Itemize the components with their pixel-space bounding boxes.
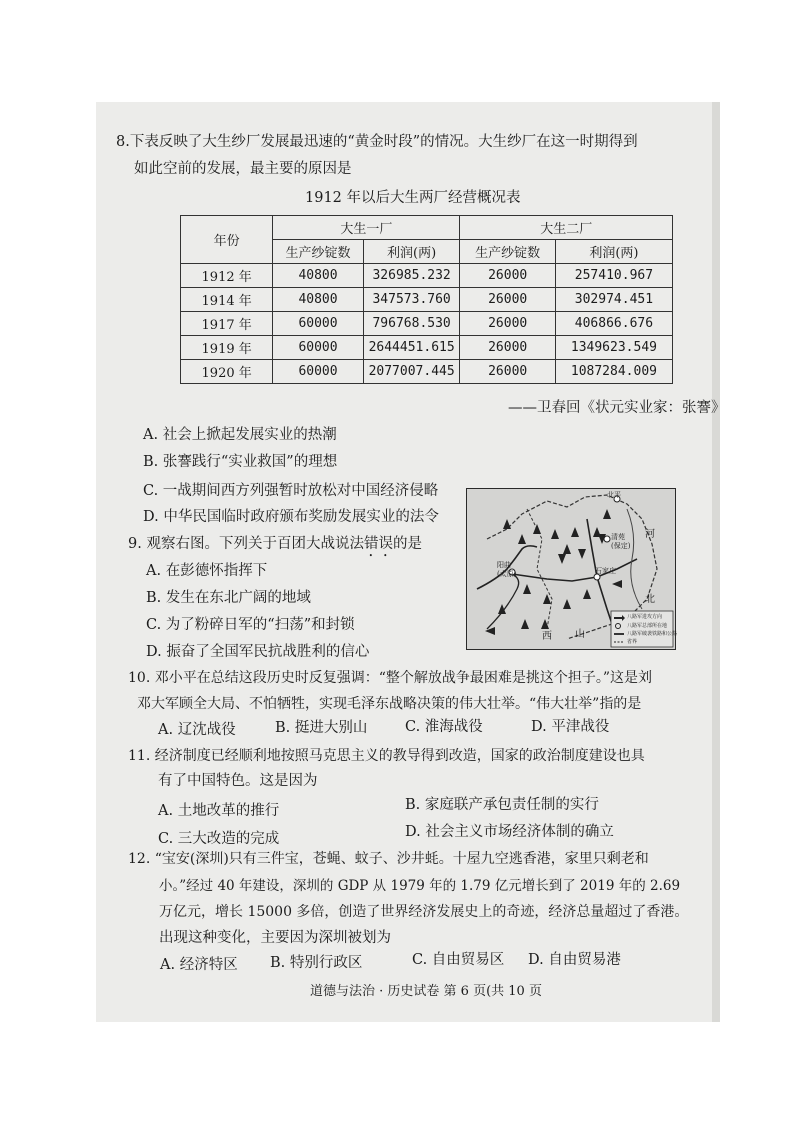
cell-year: 1919 年 [181, 336, 273, 360]
q11-stem-line1: 11. 经济制度已经顺利地按照马克思主义的教导得到改造，国家的政治制度建设也具 [128, 748, 645, 764]
cell-f1-spindles: 60000 [273, 360, 364, 384]
attack-arrow [571, 527, 579, 537]
header-factory2: 大生二厂 [460, 216, 673, 240]
map-label-bei: 北 [645, 594, 655, 605]
cell-f2-profit: 406866.676 [555, 312, 672, 336]
q10-option-a: A. 辽沈战役 [158, 722, 236, 738]
attack-arrow [612, 580, 622, 588]
q8-stem-line1: 8.下表反映了大生纱厂发展最迅速的“黄金时段”的情况。大生纱厂在这一时期得到 [116, 134, 638, 150]
attack-arrow [578, 549, 586, 559]
attack-arrow [521, 619, 529, 629]
cell-year: 1917 年 [181, 312, 273, 336]
cell-f2-spindles: 26000 [460, 336, 555, 360]
attack-arrow [533, 524, 541, 534]
table-row [181, 288, 673, 312]
map-label-baoding: (保定) [611, 542, 631, 550]
q11-stem-line2: 有了中国特色。这是因为 [158, 773, 318, 789]
q10-stem-line2: 邓大军顾全大局、不怕牺牲，实现毛泽东战略决策的伟大壮举。“伟大壮举”指的是 [137, 696, 642, 712]
map-label-he: 河 [645, 529, 655, 540]
q8-option-a: A. 社会上掀起发展实业的热潮 [143, 427, 337, 443]
attack-arrow [558, 554, 566, 564]
cell-f2-spindles: 26000 [460, 360, 555, 384]
q12-option-a: A. 经济特区 [160, 957, 238, 973]
q12-stem-line3: 万亿元，增长 15000 多倍，创造了世界经济发展史上的奇迹，经济总量超过了香港。 [159, 904, 689, 920]
cell-f2-profit: 1349623.549 [555, 336, 672, 360]
cell-f1-profit: 347573.760 [363, 288, 460, 312]
cell-f1-spindles: 40800 [273, 264, 364, 288]
table-title: 1912 年以后大生两厂经营概况表 [305, 190, 521, 206]
map-label-shijiazhuang: 石家庄 [595, 567, 616, 575]
cell-f1-spindles: 60000 [273, 312, 364, 336]
cell-f2-profit: 1087284.009 [555, 360, 672, 384]
q9-option-c: C. 为了粉碎日军的“扫荡”和封锁 [146, 617, 355, 633]
q8-option-c: C. 一战期间西方列强暂时放松对中国经济侵略 [143, 483, 439, 499]
q9-option-d: D. 振奋了全国军民抗战胜利的信心 [146, 644, 370, 660]
q12-option-b: B. 特别行政区 [270, 955, 363, 971]
subheader-profit: 利润(两) [555, 240, 672, 264]
cell-f2-spindles: 26000 [460, 288, 555, 312]
table-row [181, 360, 673, 384]
map-label-xi: 西 [542, 631, 552, 642]
q12-option-d: D. 自由贸易港 [528, 952, 621, 968]
cell-f1-spindles: 40800 [273, 288, 364, 312]
attack-arrow [593, 527, 601, 537]
attack-arrow [523, 584, 531, 594]
table-row [181, 336, 673, 360]
header-factory1: 大生一厂 [273, 216, 460, 240]
q12-stem-line1: 12. “宝安(深圳)只有三件宝，苍蝇、蚊子、沙井蚝。十屋九空逃香港，家里只剩老和 [128, 851, 649, 867]
q12-stem-line4: 出现这种变化，主要因为深圳被划为 [159, 930, 391, 946]
legend-item: 八路军破袭铁路和公路 [627, 631, 678, 637]
table-header-row [181, 216, 673, 240]
map-label-beiping: 北平 [607, 491, 621, 499]
river-line [627, 509, 642, 609]
q8-stem-line2: 如此空前的发展，最主要的原因是 [134, 161, 352, 177]
q9-option-a: A. 在彭德怀指挥下 [146, 563, 268, 579]
attack-arrow [563, 544, 571, 554]
province-border [527, 509, 552, 629]
q9-stem [128, 534, 422, 560]
cell-year: 1914 年 [181, 288, 273, 312]
cell-f1-profit: 796768.530 [363, 312, 460, 336]
attack-arrow [543, 594, 551, 604]
data-table [180, 215, 673, 384]
q8-option-b: B. 张謇践行“实业救国”的理想 [143, 454, 338, 470]
q9-stem-emphasis: 错误 [363, 536, 393, 552]
q10-option-b: B. 挺进大别山 [275, 720, 368, 736]
q11-option-d: D. 社会主义市场经济体制的确立 [405, 824, 614, 840]
cell-f1-spindles: 60000 [273, 336, 364, 360]
battle-map [466, 488, 676, 650]
q12-stem-line2: 小。”经过 40 年建设，深圳的 GDP 从 1979 年的 1.79 亿元增长到了 2019 年的 2.69 [159, 878, 681, 894]
attack-arrow [503, 519, 511, 529]
railway-line [512, 559, 637, 581]
map-label-taiyuan: (太原) [497, 570, 517, 578]
cell-f1-profit: 2644451.615 [363, 336, 460, 360]
table-row [181, 264, 673, 288]
map-label-yangqu: 阳曲 [497, 561, 511, 569]
q11-option-c: C. 三大改造的完成 [158, 831, 280, 847]
q10-stem-line1: 10. 邓小平在总结这段历史时反复强调：“整个解放战争最困难是挑这个担子。”这是刘 [128, 670, 653, 686]
cell-f2-spindles: 26000 [460, 312, 555, 336]
map-label-shan: 山 [575, 629, 585, 640]
subheader-spindles: 生产纱锭数 [273, 240, 364, 264]
subheader-profit: 利润(两) [363, 240, 460, 264]
table-row [181, 312, 673, 336]
attack-arrow [485, 627, 495, 635]
attack-arrow [603, 509, 611, 519]
cell-f1-profit: 326985.232 [363, 264, 460, 288]
cell-f2-profit: 302974.451 [555, 288, 672, 312]
cell-f1-profit: 2077007.445 [363, 360, 460, 384]
paper-edge [712, 102, 720, 1022]
legend-item: 省界 [627, 639, 638, 645]
map-label-qingyuan: 清苑 [611, 533, 625, 541]
legend-item: 八路军总部所在地 [627, 623, 668, 629]
header-year: 年份 [181, 216, 273, 264]
cell-f2-spindles: 26000 [460, 264, 555, 288]
attack-arrow [563, 599, 571, 609]
railway-line [487, 574, 519, 629]
attack-arrow [551, 529, 559, 539]
q11-option-b: B. 家庭联产承包责任制的实行 [405, 797, 599, 813]
legend-item: 八路军进攻方向 [627, 614, 663, 620]
q8-option-d: D. 中华民国临时政府颁布奖励发展实业的法令 [143, 509, 439, 525]
city-marker [604, 536, 610, 542]
cell-year: 1912 年 [181, 264, 273, 288]
q12-option-c: C. 自由贸易区 [412, 952, 505, 968]
q9-option-b: B. 发生在东北广阔的地域 [146, 590, 311, 606]
cell-year: 1920 年 [181, 360, 273, 384]
table-source: ——卫春回《状元实业家：张謇》 [508, 400, 726, 416]
cell-f2-profit: 257410.967 [555, 264, 672, 288]
subheader-spindles: 生产纱锭数 [460, 240, 555, 264]
page-footer: 道德与法治 · 历史试卷 第 6 页(共 10 页 [310, 984, 542, 999]
q10-option-d: D. 平津战役 [531, 719, 610, 735]
q11-option-a: A. 土地改革的推行 [158, 803, 280, 819]
attack-arrow [583, 589, 591, 599]
q9-stem-suffix: 的是 [392, 536, 422, 552]
attack-arrow [518, 534, 526, 544]
q9-stem-prefix: 9. 观察右图。下列关于百团大战说法 [128, 536, 364, 552]
q10-option-c: C. 淮海战役 [405, 719, 483, 735]
